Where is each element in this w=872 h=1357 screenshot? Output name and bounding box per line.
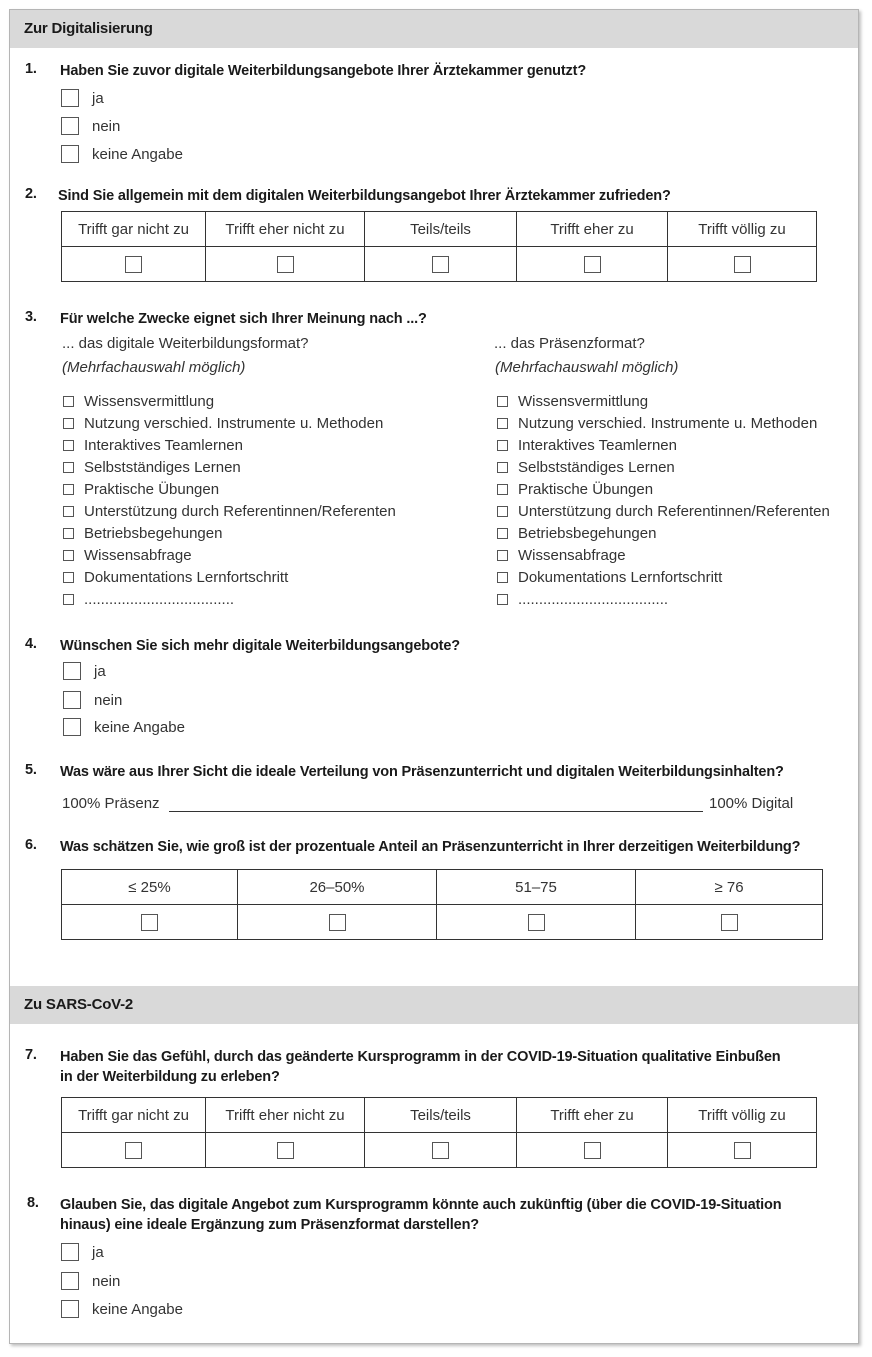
checkbox[interactable] [584,256,601,273]
checkbox[interactable] [734,1142,751,1159]
option-label: Unterstützung durch Referentinnen/Referenten [518,503,830,520]
multi-option[interactable] [63,525,222,542]
checkbox[interactable] [63,484,74,495]
question-text-line1: Glauben Sie, das digitale Angebot zum Kursprogramm könnte auch zukünftig (über die COVID-19-Situation [60,1197,782,1213]
option-label: Selbstständiges Lernen [84,459,241,476]
distribution-right-label: 100% Digital [709,795,794,812]
option-nein[interactable] [61,117,120,135]
scale-header: Trifft eher nicht zu [206,1098,365,1133]
multi-option[interactable] [497,437,677,454]
checkbox[interactable] [61,1272,79,1290]
multiple-choice-note: (Mehrfachauswahl möglich) [495,359,679,376]
option-ja[interactable] [63,662,106,680]
scale-header: ≥ 76 [636,870,823,905]
option-label: Betriebsbegehungen [84,525,223,542]
question-number: 1. [25,61,37,77]
scale-header: Teils/teils [365,1098,517,1133]
scale-cell[interactable] [668,247,817,282]
scale-header: Trifft völlig zu [668,212,817,247]
option-label: nein [92,117,121,135]
multi-option[interactable] [497,415,817,432]
checkbox[interactable] [721,914,738,931]
multi-option[interactable] [63,547,192,564]
scale-header: Trifft eher nicht zu [206,212,365,247]
question-number: 7. [25,1047,37,1063]
checkbox[interactable] [63,506,74,517]
option-label: Interaktives Teamlernen [518,437,677,454]
scale-header: 51–75 [437,870,636,905]
scale-cell[interactable] [62,247,206,282]
multi-option[interactable] [497,525,656,542]
option-keine-angabe[interactable] [63,718,185,736]
multi-option[interactable] [63,569,288,586]
option-label: Wissensabfrage [518,547,626,564]
checkbox[interactable] [497,484,508,495]
option-label: Wissensvermittlung [84,393,215,410]
multi-option[interactable] [63,591,234,608]
option-keine-angabe[interactable] [61,145,183,163]
checkbox[interactable] [63,550,74,561]
scale-header: Trifft eher zu [517,212,668,247]
checkbox[interactable] [125,1142,142,1159]
question-text: Haben Sie zuvor digitale Weiterbildungsangebote Ihrer Ärztekammer genutzt? [60,63,587,79]
question-number: 2. [25,186,37,202]
question-text: Wünschen Sie sich mehr digitale Weiterbildungsangebote? [60,638,460,654]
scale-cell[interactable] [62,905,238,940]
option-nein[interactable] [61,1272,120,1290]
checkbox[interactable] [63,572,74,583]
option-label: ja [92,1243,104,1261]
multi-option[interactable] [497,459,675,476]
question-text-line1: Haben Sie das Gefühl, durch das geänderte Kursprogramm in der COVID-19-Situation qualitative Einbußen [60,1049,781,1065]
multiple-choice-note: (Mehrfachauswahl möglich) [62,359,246,376]
option-label: nein [92,1272,121,1290]
scale-cell[interactable] [517,1133,668,1168]
option-label: keine Angabe [94,718,185,736]
checkbox[interactable] [125,256,142,273]
question-number: 5. [25,762,37,778]
option-label: Selbstständiges Lernen [518,459,675,476]
multi-option[interactable] [63,393,214,410]
option-label: Betriebsbegehungen [518,525,657,542]
option-label: Unterstützung durch Referentinnen/Referenten [84,503,396,520]
checkbox[interactable] [432,1142,449,1159]
scale-header: Trifft gar nicht zu [62,1098,206,1133]
checkbox[interactable] [63,594,74,605]
multi-option[interactable] [497,503,830,520]
question-number: 3. [25,309,37,325]
scale-header: Trifft eher zu [517,1098,668,1133]
multi-option[interactable] [497,591,668,608]
scale-cell[interactable] [668,1133,817,1168]
option-label: .................................... [518,591,669,608]
checkbox[interactable] [497,550,508,561]
option-label: Wissensabfrage [84,547,192,564]
checkbox[interactable] [61,1300,79,1318]
checkbox[interactable] [432,256,449,273]
satisfaction-scale-q2 [61,211,817,282]
checkbox[interactable] [61,1243,79,1261]
checkbox[interactable] [63,662,81,680]
checkbox[interactable] [61,89,79,107]
digital-format-heading: ... das digitale Weiterbildungsformat? [62,335,309,352]
checkbox[interactable] [63,528,74,539]
checkbox[interactable] [63,691,81,709]
option-label: Praktische Übungen [518,481,654,498]
multi-option[interactable] [63,459,241,476]
multi-option[interactable] [63,415,383,432]
checkbox[interactable] [497,506,508,517]
option-label: .................................... [84,591,235,608]
question-text: Sind Sie allgemein mit dem digitalen Weiterbildungsangebot Ihrer Ärztekammer zufrieden? [58,188,671,204]
checkbox[interactable] [329,914,346,931]
checkbox[interactable] [277,256,294,273]
option-nein[interactable] [63,691,122,709]
checkbox[interactable] [497,594,508,605]
checkbox[interactable] [497,528,508,539]
question-text: Was schätzen Sie, wie groß ist der prozentuale Anteil an Präsenzunterricht in Ihrer derzeitigen Weiterbildung? [60,839,801,855]
checkbox[interactable] [497,572,508,583]
question-number: 6. [25,837,37,853]
scale-cell[interactable] [365,247,517,282]
multi-option[interactable] [63,437,243,454]
option-label: nein [94,691,123,709]
multi-option[interactable] [497,481,653,498]
multi-option[interactable] [497,393,648,410]
question-text: Für welche Zwecke eignet sich Ihrer Meinung nach ...? [60,311,427,327]
checkbox[interactable] [584,1142,601,1159]
scale-cell[interactable] [62,1133,206,1168]
checkbox[interactable] [63,418,74,429]
scale-cell[interactable] [206,1133,365,1168]
checkbox[interactable] [528,914,545,931]
checkbox[interactable] [497,418,508,429]
scale-header: Trifft völlig zu [668,1098,817,1133]
option-label: Dokumentations Lernfortschritt [518,569,723,586]
option-label: ja [92,89,104,107]
questionnaire-page [9,9,859,1344]
percentage-scale-q6 [61,869,823,940]
option-label: Wissensvermittlung [518,393,649,410]
question-text-line2: hinaus) eine ideale Ergänzung zum Präsenzformat darstellen? [60,1217,479,1233]
option-ja[interactable] [61,89,104,107]
distribution-line-input[interactable] [169,811,703,812]
multi-option[interactable] [63,503,396,520]
scale-cell[interactable] [517,247,668,282]
checkbox[interactable] [497,462,508,473]
presence-format-heading: ... das Präsenzformat? [494,335,645,352]
scale-header: Teils/teils [365,212,517,247]
scale-cell[interactable] [365,1133,517,1168]
question-number: 8. [27,1195,39,1211]
agreement-scale-q7 [61,1097,817,1168]
checkbox[interactable] [63,440,74,451]
multi-option[interactable] [63,481,219,498]
scale-cell[interactable] [437,905,636,940]
checkbox[interactable] [63,462,74,473]
section-header-sars-cov-2: Zu SARS-CoV-2 [10,986,858,1024]
checkbox[interactable] [141,914,158,931]
option-label: Nutzung verschied. Instrumente u. Methoden [84,415,384,432]
scale-cell[interactable] [238,905,437,940]
option-keine-angabe[interactable] [61,1300,183,1318]
checkbox[interactable] [63,718,81,736]
option-label: Interaktives Teamlernen [84,437,243,454]
checkbox[interactable] [497,396,508,407]
checkbox[interactable] [61,145,79,163]
checkbox[interactable] [497,440,508,451]
section-header-digitalisierung: Zur Digitalisierung [10,10,858,48]
question-text-line2: in der Weiterbildung zu erleben? [60,1069,280,1085]
option-label: keine Angabe [92,145,183,163]
multi-option[interactable] [497,569,722,586]
option-label: Nutzung verschied. Instrumente u. Methoden [518,415,818,432]
scale-cell[interactable] [206,247,365,282]
option-label: ja [94,662,106,680]
scale-cell[interactable] [636,905,823,940]
option-label: Dokumentations Lernfortschritt [84,569,289,586]
multi-option[interactable] [497,547,626,564]
scale-header: 26–50% [238,870,437,905]
checkbox[interactable] [63,396,74,407]
checkbox[interactable] [734,256,751,273]
question-text: Was wäre aus Ihrer Sicht die ideale Verteilung von Präsenzunterricht und digitalen Weiterbildungsinhalten? [60,764,784,780]
distribution-left-label: 100% Präsenz [62,795,160,812]
checkbox[interactable] [277,1142,294,1159]
question-number: 4. [25,636,37,652]
option-label: Praktische Übungen [84,481,220,498]
scale-header: Trifft gar nicht zu [62,212,206,247]
checkbox[interactable] [61,117,79,135]
option-ja[interactable] [61,1243,104,1261]
scale-header: ≤ 25% [62,870,238,905]
option-label: keine Angabe [92,1300,183,1318]
